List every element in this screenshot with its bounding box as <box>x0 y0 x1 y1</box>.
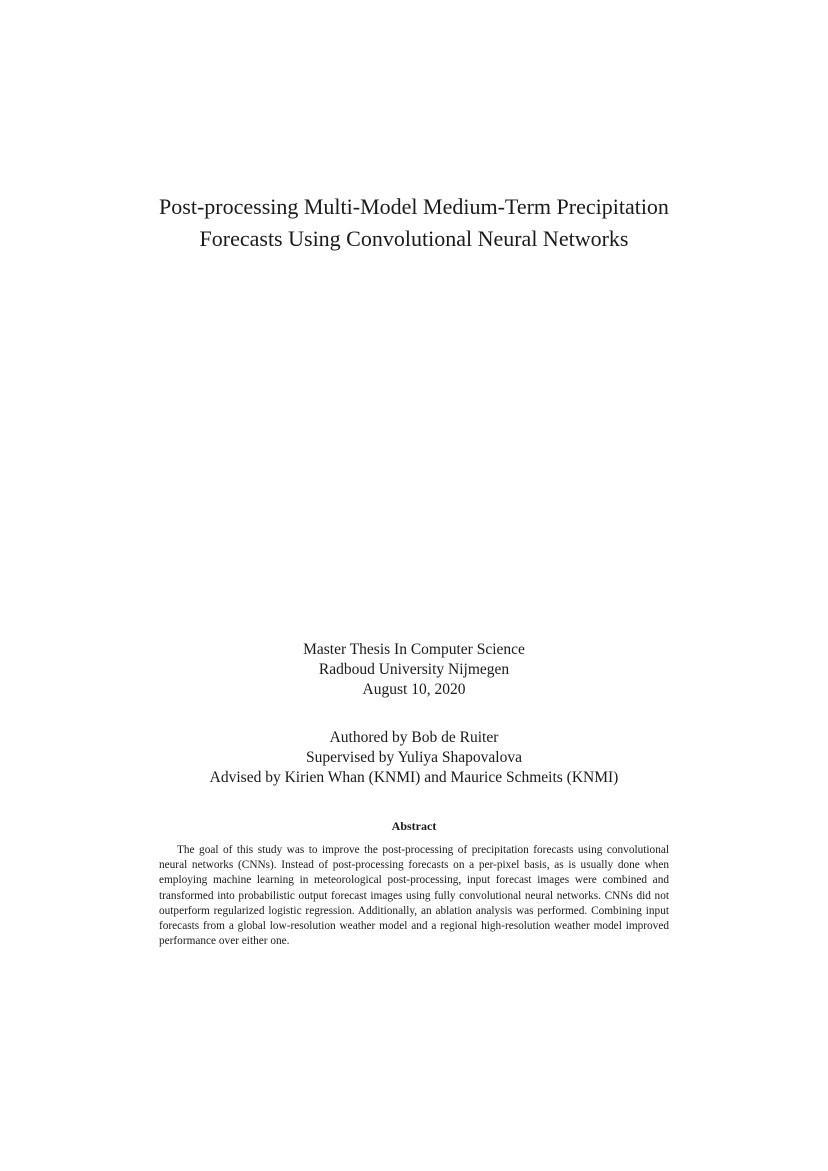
title-line-1: Post-processing Multi-Model Medium-Term Precipitation <box>159 194 669 219</box>
title-line-2: Forecasts Using Convolutional Neural Networks <box>199 226 629 251</box>
abstract-body: The goal of this study was to improve the post-processing of precipitation forecasts using convolutional neural networks (CNNs). Instead of post-processing forecasts on a per-pixel basis, as is usually done when employing machine learning in meteorological post-processing, input forecast images were combined and transformed into probabilistic output forecast images using fully convolutional neural networks. CNNs did not outperform regularized logistic regression. Additionally, an ablation analysis was performed. Combining input forecasts from a global low-resolution weather model and a regional high-resolution weather model improved performance over either one. <box>159 844 669 948</box>
author-line: Authored by Bob de Ruiter <box>329 729 499 746</box>
people-info <box>0 728 828 788</box>
degree-line: Master Thesis In Computer Science <box>303 641 525 658</box>
abstract-heading: Abstract <box>391 819 437 833</box>
thesis-title <box>0 191 828 255</box>
university-line: Radboud University Nijmegen <box>318 661 510 678</box>
advisors-line: Advised by Kirien Whan (KNMI) and Maurice Schmeits (KNMI) <box>209 769 619 786</box>
date-line: August 10, 2020 <box>362 681 466 698</box>
thesis-info <box>0 640 828 700</box>
supervisor-line: Supervised by Yuliya Shapovalova <box>306 749 522 766</box>
